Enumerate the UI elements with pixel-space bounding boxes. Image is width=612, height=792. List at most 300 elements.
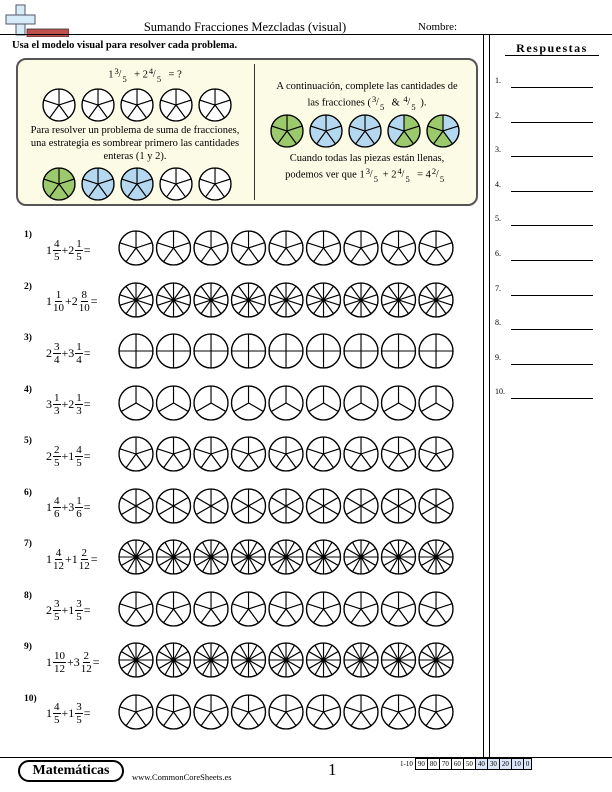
whole-number: 2 — [46, 448, 52, 463]
problem-circles — [117, 486, 457, 526]
problem-row — [0, 383, 480, 423]
fraction-circle — [194, 540, 228, 574]
answer-line[interactable] — [511, 260, 593, 261]
fraction-circle — [194, 437, 228, 471]
example-whole-b: 2 — [142, 69, 148, 81]
fraction-circle — [199, 168, 231, 200]
frac-num: 1 — [54, 392, 60, 404]
fraction-circle — [194, 695, 228, 729]
fraction-circle — [344, 231, 378, 265]
problem-row — [0, 434, 480, 474]
whole-number: 1 — [68, 603, 75, 617]
fraction-circle — [194, 231, 228, 265]
fraction-circle — [419, 489, 453, 523]
brand-badge: Matemáticas — [18, 760, 124, 782]
frac-den: 10 — [53, 302, 64, 314]
problem-number: 4) — [24, 384, 32, 395]
fraction-circle — [307, 540, 341, 574]
fraction-circle — [194, 386, 228, 420]
fraction-circle — [119, 231, 153, 265]
fraction — [53, 289, 64, 314]
problem-number: 9) — [24, 642, 32, 652]
frac-num: 4 — [76, 443, 82, 456]
fraction-circle — [119, 695, 153, 729]
problem-number: 5) — [24, 436, 32, 446]
frac-num: 8 — [81, 289, 88, 301]
equals-sign: = — [92, 654, 100, 669]
score-cell: 50 — [463, 759, 475, 770]
fraction-circle — [307, 489, 341, 523]
fraction-circle — [121, 89, 153, 121]
fraction-circle — [119, 386, 153, 420]
fraction-circle — [269, 334, 303, 368]
fraction-circle — [194, 489, 228, 523]
fraction-circle — [269, 386, 303, 420]
fraction-circle — [344, 283, 378, 317]
whole-number: 3 — [68, 345, 75, 360]
frac-den: 12 — [78, 559, 90, 572]
fraction-circle — [382, 540, 416, 574]
text-fragment: las fracciones ( — [307, 97, 371, 109]
problem-equation — [46, 284, 98, 320]
fraction-circle — [269, 283, 303, 317]
example-whole-a: 1 — [108, 69, 114, 81]
problem-equation — [46, 335, 91, 371]
equals-sign: = — [83, 500, 91, 514]
answer-label: 10. — [495, 387, 505, 397]
frac-slash: / — [118, 69, 122, 80]
fraction-circle — [344, 386, 378, 420]
problem-circles — [117, 280, 457, 320]
problem-number: 8) — [24, 590, 32, 601]
fraction-circle — [269, 437, 303, 471]
problem-number: 2) — [24, 281, 32, 292]
frac-den: 10 — [78, 302, 90, 314]
fraction-circle — [199, 89, 231, 121]
fraction-circle — [160, 89, 192, 121]
frac-den: 3 — [76, 405, 82, 417]
fraction-circle — [232, 437, 266, 471]
fraction — [53, 444, 61, 469]
whole-number: 3 — [46, 397, 52, 411]
fraction-circle — [382, 643, 416, 677]
frac-num: 4 — [55, 546, 62, 559]
problem-circles — [117, 537, 457, 577]
whole-number: 1 — [46, 294, 52, 308]
fraction — [79, 547, 90, 572]
fraction-circle — [419, 437, 453, 471]
fraction — [75, 341, 83, 366]
fraction-circle — [119, 540, 153, 574]
fraction-circle — [82, 168, 114, 200]
fraction-circle — [121, 168, 153, 200]
frac-den: 6 — [76, 508, 82, 520]
fraction-circle — [427, 115, 459, 147]
fraction-circle — [271, 115, 303, 147]
problem-row — [0, 486, 480, 526]
plus-sign: + — [65, 294, 72, 308]
fraction-circle — [269, 231, 303, 265]
frac-den: 5 — [122, 74, 127, 84]
frac-den: 5 — [54, 250, 60, 263]
answers-title-underline — [505, 55, 599, 56]
fraction — [79, 289, 90, 314]
plus-sign: + — [61, 345, 69, 360]
frac-num: 1 — [55, 289, 62, 301]
whole-number: 1 — [46, 654, 52, 669]
fraction-circle — [232, 695, 266, 729]
example-eq-frac-a — [365, 168, 383, 182]
fraction — [75, 598, 83, 623]
whole-number: 1 — [46, 706, 52, 720]
whole-number: 3 — [68, 500, 75, 514]
fraction-circle — [344, 592, 378, 626]
problem-equation — [46, 438, 91, 474]
fraction-circle — [344, 489, 378, 523]
problem-circles — [117, 434, 457, 474]
answer-label: 4. — [495, 179, 501, 189]
ampersand: & — [391, 97, 400, 109]
answer-line[interactable] — [511, 225, 593, 226]
equals-sign: = — [83, 448, 91, 463]
fraction-circle — [157, 334, 191, 368]
answers-divider-inner — [489, 35, 490, 757]
plus-sign: + — [65, 551, 72, 566]
plus-sign: + — [61, 397, 69, 411]
fraction-circle — [419, 386, 453, 420]
answer-label: 2. — [495, 110, 501, 120]
problem-number: 3) — [24, 333, 32, 343]
frac-num: 3 — [114, 66, 119, 76]
frac-den: 12 — [53, 559, 64, 572]
fraction-circle — [157, 231, 191, 265]
fraction-circle — [194, 283, 228, 317]
frac-den: 5 — [54, 611, 60, 623]
fraction-circle — [157, 592, 191, 626]
fraction-circle — [269, 540, 303, 574]
frac-den: 5 — [76, 611, 82, 623]
fraction — [75, 392, 83, 417]
problem-circles — [117, 228, 457, 268]
answer-line[interactable] — [511, 295, 593, 296]
problem-equation — [46, 541, 98, 577]
fraction-circle — [43, 168, 75, 200]
fraction-circle — [157, 540, 191, 574]
fraction-circle — [382, 489, 416, 523]
plus-sign: + — [67, 654, 74, 669]
frac-num: 2 — [83, 649, 90, 662]
score-cell: 40 — [475, 759, 487, 770]
frac-den: 5 — [405, 174, 410, 184]
problem-row — [0, 692, 480, 732]
frac-num: 3 — [54, 340, 60, 353]
answer-label: 9. — [495, 352, 501, 362]
fraction-circle — [419, 540, 453, 574]
score-row — [398, 759, 532, 770]
fraction-circle — [231, 283, 265, 317]
fraction-circle — [269, 592, 303, 626]
fraction — [53, 701, 61, 726]
frac-num: 4 — [54, 237, 60, 250]
example-right-text-4 — [258, 168, 476, 182]
equals-sign: = — [83, 603, 91, 617]
fraction-circle — [269, 695, 303, 729]
equals-question: = ? — [168, 69, 182, 81]
equals-sign: = — [83, 242, 91, 257]
fraction-circle — [232, 386, 266, 420]
score-table — [398, 758, 532, 770]
whole-number: 2 — [68, 242, 75, 257]
score-cell: 20 — [499, 759, 511, 770]
fraction-circle — [119, 283, 153, 317]
problem-row — [0, 589, 480, 629]
frac-den: 5 — [54, 714, 60, 726]
whole-number: 2 — [391, 169, 397, 181]
answer-line[interactable] — [511, 156, 593, 157]
fraction-circle — [344, 437, 378, 471]
fraction-circle — [194, 643, 228, 677]
equals-sign: = — [90, 294, 98, 308]
frac-num: 10 — [54, 649, 65, 662]
fraction-circle — [344, 695, 378, 729]
whole-number: 3 — [73, 654, 80, 669]
answer-line[interactable] — [511, 329, 593, 330]
fraction-circle — [232, 643, 266, 677]
fraction-circle — [232, 231, 266, 265]
frac-slash: / — [401, 169, 405, 180]
fraction-circle — [419, 334, 453, 368]
score-cell: 90 — [415, 759, 427, 770]
fraction-circle — [157, 695, 191, 729]
frac-num: 3 — [76, 598, 82, 610]
problem-row — [0, 228, 480, 268]
answers-title: Respuestas — [516, 41, 588, 55]
fraction-circle — [306, 283, 340, 317]
frac-num: 4 — [397, 166, 402, 176]
frac-den: 3 — [54, 405, 60, 417]
fraction-circle — [119, 334, 153, 368]
frac-num: 1 — [76, 340, 82, 353]
fraction — [75, 238, 83, 263]
problem-equation — [46, 490, 91, 526]
fraction — [53, 650, 66, 675]
frac-den: 5 — [76, 250, 82, 263]
problem-equation — [46, 644, 100, 680]
fraction-circle — [419, 695, 453, 729]
whole-number: 1 — [46, 500, 52, 514]
frac-den: 5 — [76, 456, 82, 469]
example-frac-b — [148, 68, 166, 82]
page-number: 1 — [328, 760, 337, 779]
equals-sign: = — [417, 169, 424, 181]
frac-den: 5 — [439, 174, 445, 184]
frac-num: 1 — [76, 392, 82, 404]
problem-circles — [117, 589, 457, 629]
frac-num: 3 — [76, 701, 82, 713]
frac-num: 4 — [403, 94, 408, 104]
fraction-circle — [344, 643, 378, 677]
problem-equation — [46, 696, 91, 732]
example-circles-shaded — [40, 165, 240, 203]
fraction — [53, 598, 61, 623]
fraction-circle — [419, 643, 453, 677]
fraction — [53, 341, 61, 366]
fraction-circle — [82, 89, 114, 121]
fraction-circle — [382, 437, 416, 471]
fraction-circle — [388, 115, 420, 147]
fraction-circle — [382, 386, 416, 420]
problem-circles — [117, 383, 457, 423]
fraction-circle — [307, 592, 341, 626]
fraction-circle — [419, 231, 453, 265]
fraction-circle — [382, 695, 416, 729]
frac-num: 3 — [372, 94, 377, 104]
frac-den: 5 — [380, 102, 385, 112]
whole-number: 4 — [425, 169, 431, 181]
whole-number: 2 — [68, 397, 75, 411]
frac-num: 4 — [148, 66, 154, 76]
frac-num: 3 — [54, 598, 60, 610]
frac-den: 12 — [54, 662, 65, 675]
frac-den: 5 — [54, 456, 60, 469]
answer-line[interactable] — [511, 87, 593, 88]
answer-label: 6. — [495, 249, 501, 258]
example-right-text-2 — [258, 96, 476, 110]
score-cell: 70 — [439, 759, 451, 770]
fraction-circle — [307, 643, 341, 677]
fraction — [53, 238, 61, 263]
example-circles-complete — [268, 112, 468, 150]
frac-slash: / — [407, 97, 411, 108]
frac-slash: / — [435, 169, 439, 180]
frac-num: 4 — [54, 495, 60, 507]
fraction-circle — [344, 334, 378, 368]
fraction-circle — [349, 115, 381, 147]
equals-sign: = — [83, 706, 91, 720]
frac-num: 4 — [54, 701, 60, 713]
fraction-circle — [43, 89, 75, 121]
problem-equation — [46, 232, 91, 268]
plus-sign: + — [61, 448, 69, 463]
fraction-circle — [232, 489, 266, 523]
fraction-circle — [119, 489, 153, 523]
equals-sign: = — [83, 345, 91, 360]
answer-label: 3. — [495, 145, 501, 155]
fraction-circle — [232, 334, 266, 368]
fraction — [53, 547, 64, 572]
fraction — [81, 650, 92, 675]
fraction — [53, 495, 61, 520]
whole-number: 1 — [46, 242, 52, 257]
fraction-circle — [119, 592, 153, 626]
score-cell: 80 — [427, 759, 439, 770]
text-fragment: podemos ver que — [285, 169, 357, 181]
example-eq-result-frac — [431, 168, 449, 182]
fraction — [75, 495, 83, 520]
answer-label: 8. — [495, 318, 501, 328]
answer-line[interactable] — [511, 364, 593, 365]
fraction — [75, 444, 83, 469]
fraction — [75, 701, 83, 726]
example-problem — [100, 68, 190, 82]
example-frac-a — [113, 68, 131, 82]
fraction-circle — [156, 283, 190, 317]
score-cell: 10 — [511, 759, 523, 770]
frac-slash: / — [369, 169, 373, 180]
fraction-circle — [419, 592, 453, 626]
fraction-circle — [344, 540, 378, 574]
plus-sign: + — [134, 69, 141, 81]
answer-label: 5. — [495, 214, 501, 224]
plus-sign: + — [61, 500, 69, 514]
answer-line[interactable] — [511, 191, 593, 192]
fraction-circle — [307, 231, 341, 265]
problem-number: 10) — [24, 693, 37, 704]
fraction-circle — [119, 437, 153, 471]
equals-sign: = — [90, 551, 98, 566]
frac-slash: / — [376, 97, 379, 108]
fraction-circle — [382, 334, 416, 368]
plus-sign: + — [61, 706, 69, 720]
fraction-circle — [160, 168, 192, 200]
frac-num: 1 — [76, 237, 82, 250]
problem-number: 7) — [24, 539, 32, 549]
frac-num: 2 — [431, 166, 437, 176]
problem-equation — [46, 593, 91, 629]
frac-den: 5 — [156, 74, 162, 84]
fraction-circle — [269, 489, 303, 523]
fraction-circle — [194, 592, 228, 626]
whole-number: 2 — [71, 294, 78, 308]
frac-den: 5 — [373, 174, 378, 184]
name-label: Nombre: — [418, 21, 458, 33]
frac-num: 1 — [76, 495, 82, 507]
text-fragment: ). — [420, 97, 427, 109]
header-rule — [0, 34, 612, 35]
frac-den: 6 — [54, 508, 60, 520]
whole-number: 2 — [46, 345, 52, 360]
fraction — [53, 392, 61, 417]
whole-number: 1 — [359, 169, 365, 181]
example-right-frac-b — [402, 96, 420, 110]
problem-row — [0, 280, 480, 320]
problem-number: 6) — [24, 487, 32, 498]
instructions: Usa el modelo visual para resolver cada problema. — [12, 40, 238, 51]
fraction-circle — [382, 592, 416, 626]
frac-slash: / — [152, 69, 156, 80]
score-cell: 30 — [487, 759, 499, 770]
score-cell: 0 — [523, 759, 532, 770]
fraction-circle — [382, 231, 416, 265]
fraction-circle — [307, 386, 341, 420]
whole-number: 1 — [46, 551, 52, 566]
fraction-circle — [157, 437, 191, 471]
answer-line[interactable] — [511, 398, 593, 399]
problem-row — [0, 640, 480, 680]
answer-line[interactable] — [511, 122, 593, 123]
example-left-text: Para resolver un problema de suma de fracciones, una estrategia es sombrear primero las cantidades enteras (1 y 2). — [30, 125, 240, 162]
plus-sign: + — [61, 242, 69, 257]
fraction-circle — [307, 695, 341, 729]
frac-den: 4 — [76, 353, 82, 366]
frac-den: 5 — [411, 102, 416, 112]
answers-divider — [483, 35, 484, 757]
whole-number: 1 — [68, 706, 75, 720]
example-divider — [254, 64, 255, 200]
example-right-text-1: A continuación, complete las cantidades de — [276, 81, 458, 92]
problem-circles — [117, 640, 457, 680]
problem-row — [0, 331, 480, 371]
